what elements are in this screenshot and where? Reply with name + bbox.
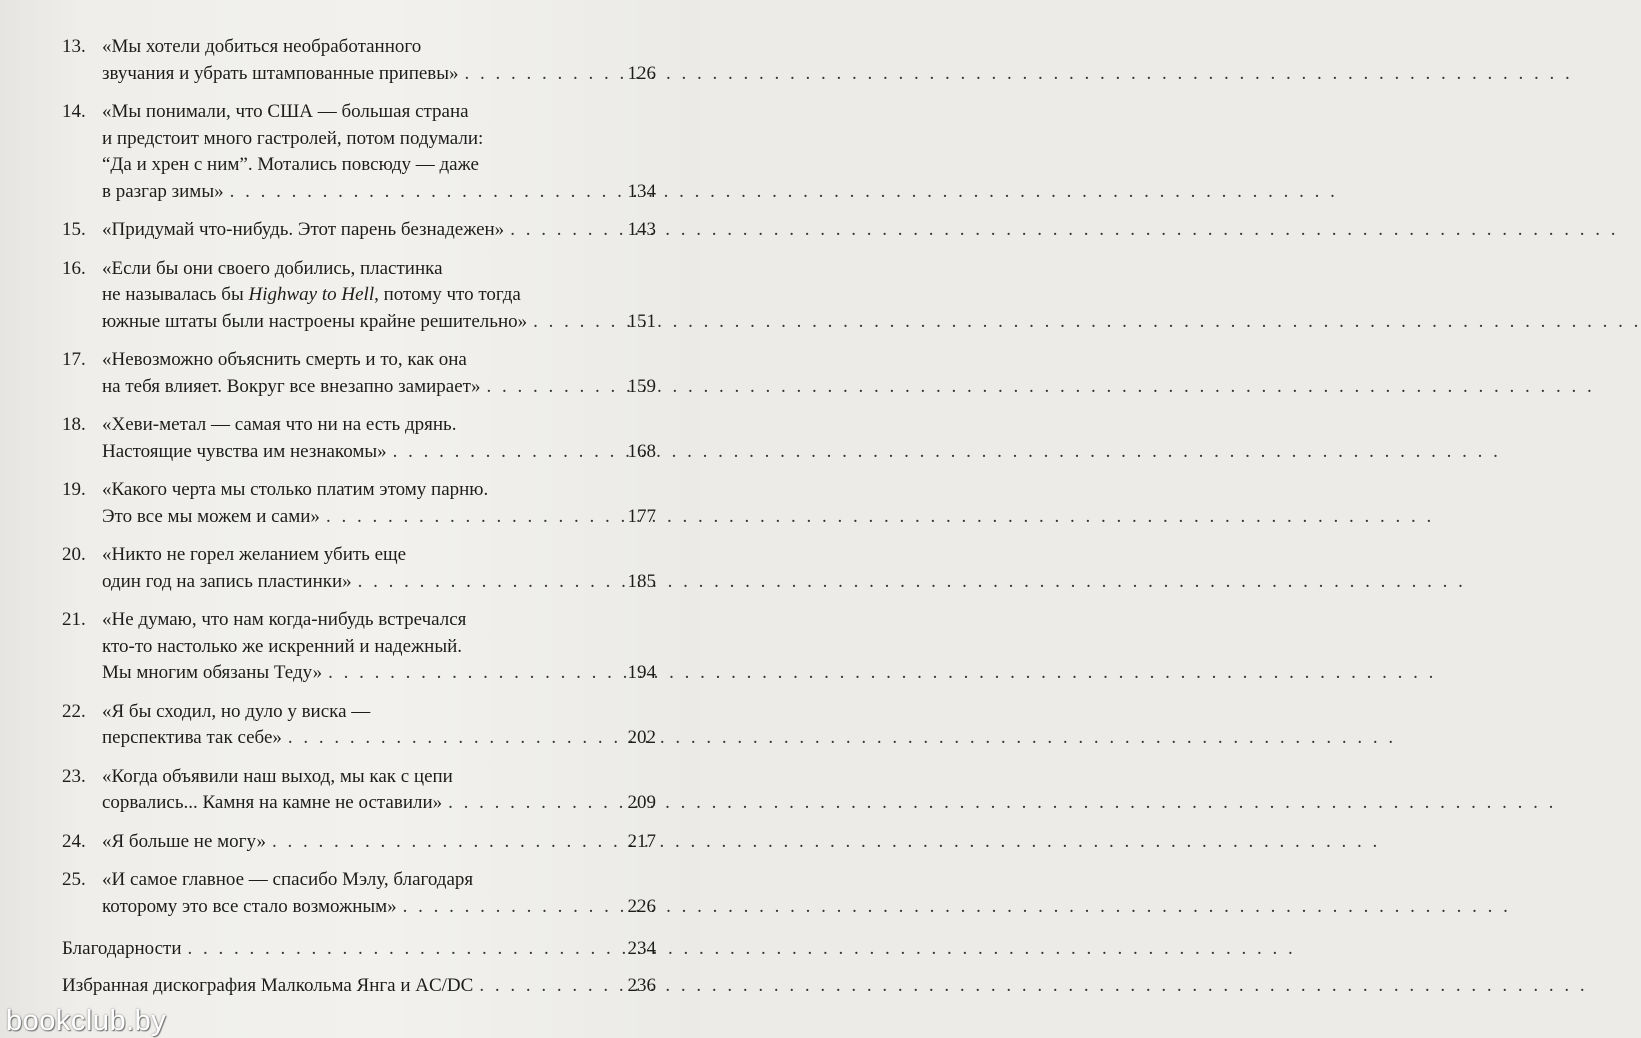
chapter-title-line: в разгар зимы» [102,180,224,202]
chapter-title-line: звучания и убрать штампованные припевы» [102,62,459,84]
chapter-title-line: «Если бы они своего добились, пластинка [102,257,443,279]
dot-leader [465,61,616,88]
toc-entry-18[interactable] [62,412,656,465]
chapter-title-line: «Какого черта мы столько платим этому парню. [102,479,489,500]
chapter-number: 22. [62,700,86,722]
chapter-title-line: перспектива так себе» [102,727,282,748]
chapter-title-line-italic: не называлась бы Highway to Hell, потому что тогда [102,284,521,305]
chapter-title-line: Настоящие чувства им незнакомы» [102,440,387,462]
toc-entry-21[interactable] [62,607,656,687]
page-number: 126 [627,62,656,84]
chapter-title-line: кто-то настолько же искренний и надежный. [102,635,463,657]
chapter-title-line: сорвались... Камня на камне не оставили» [102,792,443,813]
dot-leader [288,725,616,752]
chapter-title-line: один год на запись пластинки» [102,570,352,592]
dot-leader [328,660,616,687]
chapter-number: 20. [62,544,86,565]
page-number: 185 [627,570,656,592]
dot-leader [393,439,616,466]
chapter-number: 18. [62,414,86,435]
toc-entry-25[interactable] [62,867,656,920]
toc-entry-19[interactable] [62,477,656,530]
toc-entry-discography[interactable] [62,973,656,1000]
watermark-logo: bookclub.by [6,1005,167,1037]
chapter-title-line: и предстоит много гастролей, потом подумали: [102,127,484,149]
chapter-title-line: «Когда объявили наш выход, мы как с цепи [102,765,453,787]
table-of-contents [62,34,656,1011]
dot-leader [403,894,616,921]
toc-entry-15[interactable] [62,217,656,244]
dot-leader [448,790,616,817]
chapter-number: 15. [62,219,86,240]
chapter-number: 14. [62,101,86,122]
chapter-title-line: «И самое главное — спасибо Мэлу, благодаря [102,869,474,890]
toc-entry-24[interactable] [62,829,656,856]
page-number: 217 [627,830,656,852]
dot-leader [358,569,616,596]
page-number: 151 [627,310,656,332]
chapter-title-line: «Мы понимали, что США — большая страна [102,101,469,122]
chapter-number: 19. [62,479,86,500]
dot-leader [326,504,616,531]
page-number: 159 [627,375,656,397]
chapter-number: 25. [62,869,86,890]
dot-leader [479,973,616,1000]
album-title-italic: Highway to Hell [248,284,375,305]
page-number: 226 [627,895,656,917]
chapter-title-line: которому это все стало возможным» [102,895,397,917]
section-title: Благодарности [62,938,182,959]
toc-entry-17[interactable] [62,347,656,400]
section-title: Избранная дискография Малкольма Янга и AC/DC [62,974,474,996]
page-number: 202 [627,727,656,748]
chapter-title-line: Мы многим обязаны Теду» [102,662,323,683]
page-number: 236 [627,974,656,996]
chapter-title-line: «Невозможно объяснить смерть и то, как она [102,349,467,370]
dot-leader [510,217,616,244]
page-number: 168 [627,440,656,462]
dot-leader [486,374,616,401]
page-number: 194 [627,662,656,683]
page-number: 134 [627,180,656,202]
dot-leader [188,936,617,963]
page-number: 143 [627,219,656,240]
chapter-title-line: на тебя влияет. Вокруг все внезапно замирает» [102,375,481,397]
toc-entry-14[interactable] [62,99,656,205]
chapter-number: 23. [62,765,86,787]
toc-entry-16[interactable] [62,256,656,336]
toc-entry-acknowledgements[interactable] [62,936,656,963]
chapter-title-line: «Я бы сходил, но дуло у виска — [102,700,371,722]
chapter-number: 16. [62,257,86,279]
page-number: 234 [627,938,656,959]
dot-leader [272,829,616,856]
chapter-title-line: «Мы хотели добиться необработанного [102,36,422,57]
chapter-title-line: «Я больше не могу» [102,830,266,852]
toc-entry-23[interactable] [62,764,656,817]
page-number: 177 [627,505,656,527]
toc-entry-13[interactable] [62,34,656,87]
dot-leader [533,309,616,336]
book-page [0,0,700,1038]
chapter-title-line: южные штаты были настроены крайне решительно» [102,310,528,332]
chapter-title-line: Это все мы можем и сами» [102,505,320,527]
chapter-title-line: «Не думаю, что нам когда-нибудь встречался [102,609,467,630]
chapter-title-line: «Придумай что-нибудь. Этот парень безнадежен» [102,219,505,240]
chapter-title-line: «Хеви-метал — самая что ни на есть дрянь. [102,414,457,435]
chapter-number: 24. [62,830,86,852]
chapter-title-line: «Никто не горел желанием убить еще [102,544,407,565]
toc-entry-22[interactable] [62,699,656,752]
chapter-number: 17. [62,349,86,370]
dot-leader [230,179,616,206]
chapter-title-line: “Да и хрен с ним”. Мотались повсюду — даже [102,154,479,175]
page-number: 209 [627,792,656,813]
chapter-number: 13. [62,36,86,57]
toc-entry-20[interactable] [62,542,656,595]
chapter-number: 21. [62,609,86,630]
